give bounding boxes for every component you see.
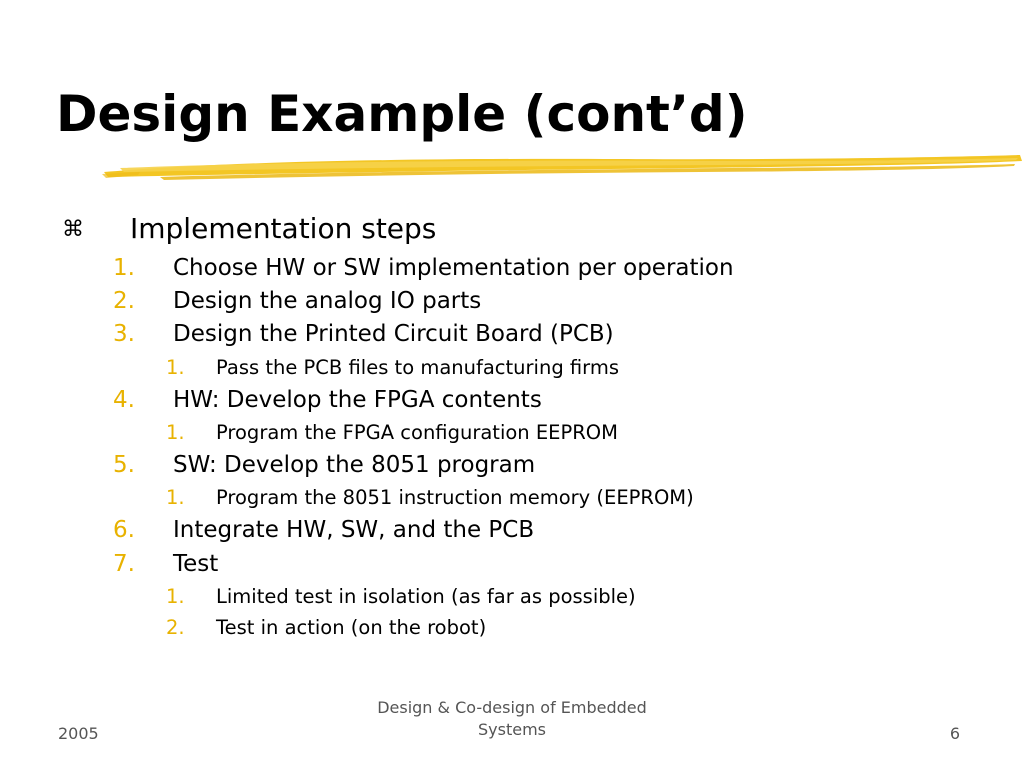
list-item-number: 7. [113,551,135,577]
sub-list-item-number: 1. [166,486,185,509]
footer-title-line-1: Design & Co-design of Embedded [377,698,647,717]
page-number: 6 [949,724,960,743]
list-item-text: Choose HW or SW implementation per operation [173,255,734,281]
list-item-number: 5. [113,452,135,478]
command-key-icon: ⌘ [62,217,84,242]
list-item-text: Integrate HW, SW, and the PCB [173,517,535,543]
list-item-number: 3. [113,321,135,347]
sub-list-item-text: Program the FPGA configuration EEPROM [216,421,618,444]
list-item-text: Design the analog IO parts [173,288,482,314]
sub-list-item-text: Program the 8051 instruction memory (EEPROM) [216,486,694,509]
list-item-number: 4. [113,387,135,413]
list-item-text: HW: Develop the FPGA contents [173,387,542,413]
list-item-text: Test [173,551,219,577]
top-bullet-text: Implementation steps [130,212,437,245]
list-item-text: Design the Printed Circuit Board (PCB) [173,321,614,347]
sub-list-item-text: Limited test in isolation (as far as possible) [216,585,636,608]
title-underline-brush [100,150,1024,184]
sub-list-item-number: 1. [166,421,185,444]
list-item-text: SW: Develop the 8051 program [173,452,536,478]
sub-list-item-text: Pass the PCB files to manufacturing firms [216,356,620,379]
list-item-number: 6. [113,517,135,543]
sub-list-item-number: 1. [166,356,185,379]
slide-title: Design Example (cont’d) [56,85,748,143]
sub-list-item-number: 1. [166,585,185,608]
footer-title [340,697,684,741]
footer-year: 2005 [58,724,99,743]
footer-title-line-2: Systems [478,720,546,739]
list-item-number: 1. [113,255,135,281]
sub-list-item-number: 2. [166,616,185,639]
list-item-number: 2. [113,288,135,314]
sub-list-item-text: Test in action (on the robot) [216,616,487,639]
